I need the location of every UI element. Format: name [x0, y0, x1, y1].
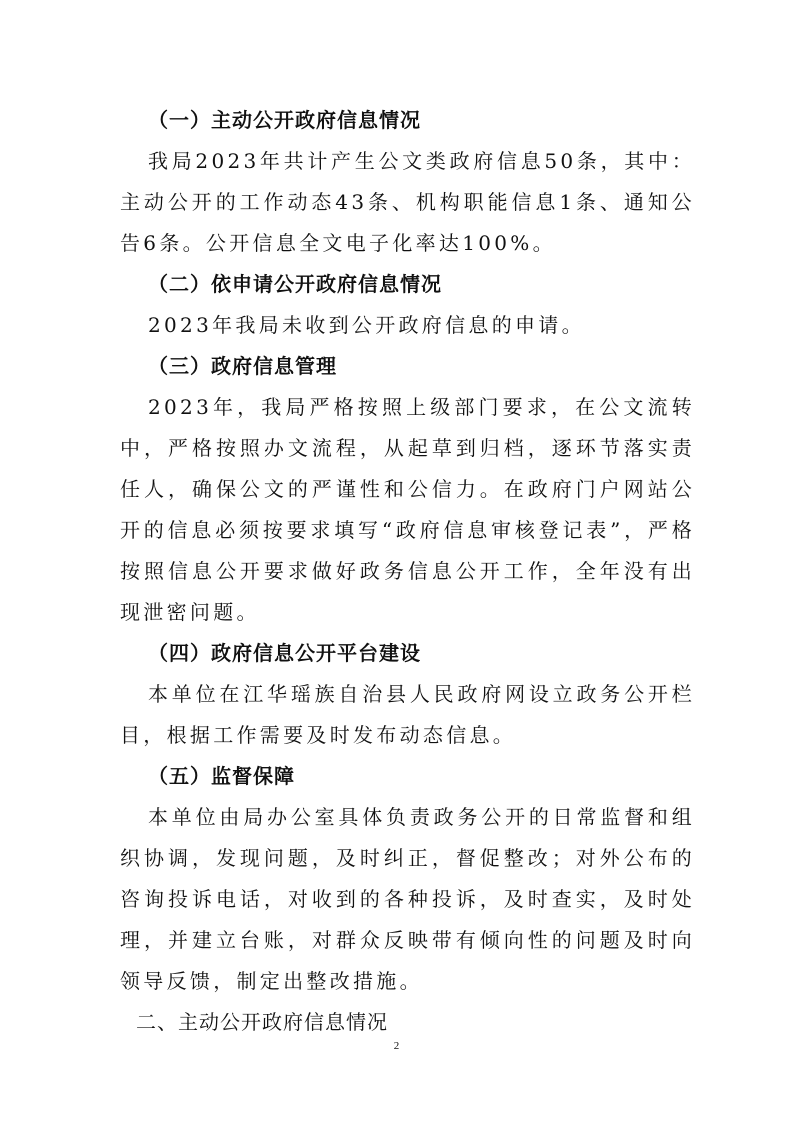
paragraph-information-management: 2023年，我局严格按照上级部门要求，在公文流转中，严格按照办文流程，从起草到归档，逐环节落实责任人，确保公文的严谨性和公信力。在政府门户网站公开的信息必须按要求填写“政府信息审核登记表”，严格按照信息公开要求做好政务信息公开工作，全年没有出现泄密问题。 — [120, 395, 695, 624]
paragraph-platform-construction: 本单位在江华瑶族自治县人民政府网设立政务公开栏目，根据工作需要及时发布动态信息。 — [120, 682, 695, 747]
heading-platform-construction: （四）政府信息公开平台建设 — [148, 641, 421, 665]
heading-proactive-disclosure: （一）主动公开政府信息情况 — [148, 108, 421, 132]
heading-information-management: （三）政府信息管理 — [148, 354, 337, 378]
section-title-two: 二、主动公开政府信息情况 — [136, 1010, 388, 1034]
document-body — [120, 100, 695, 1043]
paragraph-disclosure-upon-request: 2023年我局未收到公开政府信息的申请。 — [148, 313, 585, 337]
page-number: 2 — [393, 1040, 400, 1052]
paragraph-supervision-guarantee: 本单位由局办公室具体负责政务公开的日常监督和组织协调，发现问题，及时纠正，督促整改；对外公布的咨询投诉电话，对收到的各种投诉，及时查实，及时处理，并建立台账，对群众反映带有倾向性的问题及时向领导反馈，制定出整改措施。 — [120, 805, 695, 993]
heading-supervision-guarantee: （五）监督保障 — [148, 764, 295, 788]
heading-disclosure-upon-request: （二）依申请公开政府信息情况 — [148, 272, 442, 296]
paragraph-proactive-disclosure: 我局2023年共计产生公文类政府信息50条，其中：主动公开的工作动态43条、机构职能信息1条、通知公告6条。公开信息全文电子化率达100%。 — [120, 149, 695, 255]
